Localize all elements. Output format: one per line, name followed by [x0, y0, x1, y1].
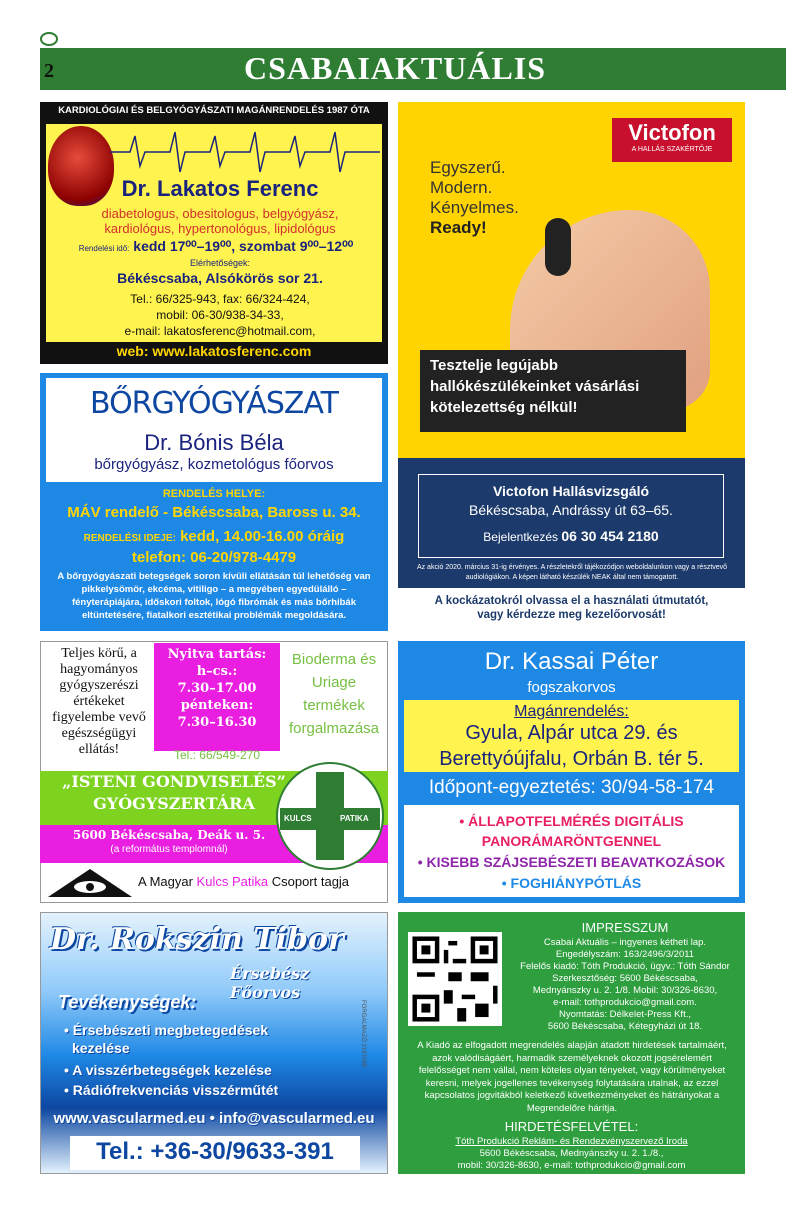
- ads-line: mobil: 30/326-8630, e-mail: tothprodukcio@gmail.com: [457, 1160, 686, 1171]
- newspaper-logo-icon: [40, 32, 58, 46]
- tag-post: Csoport tagja: [271, 874, 350, 889]
- impresszum-line: 5600 Békéscsaba, Kétegyházi út 18.: [547, 1021, 703, 1032]
- rokszin-spec: Érsebész Főorvos: [230, 964, 310, 1002]
- rokszin-activities-label: Tevékenységek:: [58, 992, 197, 1012]
- lakatos-name: Dr. Lakatos Ferenc: [121, 176, 319, 201]
- kassai-addr2: Berettyóújfalu, Orbán B. tér 5.: [439, 748, 704, 770]
- bonis-name: Dr. Bónis Béla: [144, 430, 284, 455]
- days2: pénteken:: [180, 698, 254, 713]
- victofon-address: Békéscsaba, Andrássy út 63–65.: [469, 502, 673, 518]
- page-number: 2: [44, 60, 54, 82]
- hours-label: Rendelési idő:: [78, 244, 130, 253]
- offer-line: Tesztelje legújabb: [430, 357, 559, 374]
- impresszum-line: Mednyánszky u. 2. 1/8. Mobil: 30/326-8630,: [532, 985, 718, 996]
- impresszum-line: e-mail: tothprodukcio@gmail.com.: [553, 997, 697, 1008]
- lakatos-mobil: mobil: 06-30/938-34-33,: [156, 308, 284, 322]
- victofon-small-print: Az akció 2020. március 31-ig érvényes. A részletekről tájékozódjon weboldalunkon vagy a résztvevő audiológiákon. A képen látható készülék NEAK által nem támogatott.: [416, 564, 728, 581]
- bonis-place-label: RENDELÉS HELYE:: [162, 488, 266, 500]
- slogan-line: Kényelmes.: [430, 198, 519, 217]
- lakatos-address: Békéscsaba, Alsókörös sor 21.: [117, 270, 323, 286]
- rokszin-item: kezelése: [72, 1040, 130, 1056]
- victofon-warning: [398, 594, 745, 624]
- lakatos-top-line: KARDIOLÓGIAI ÉS BELGYÓGYÁSZATI MAGÁNRENDELÉS 1987 ÓTA: [58, 105, 370, 116]
- eye-triangle-icon: [48, 868, 132, 898]
- kassai-service: • FOGHIÁNYPÓTLÁS: [501, 875, 642, 891]
- victofon-brand-sub: A HALLÁS SZAKÉRTŐJE: [631, 146, 713, 153]
- pharmacy-name1: „ISTENI GONDVISELÉS”: [62, 772, 286, 791]
- pharmacy-tagline: [138, 874, 384, 892]
- slogan-line: Egyszerű.: [430, 158, 506, 177]
- booking-label: Bejelentkezés: [483, 530, 559, 544]
- bonis-phone: telefon: 06-20/978-4479: [131, 549, 297, 566]
- pharmacy-address-note: (a református templomnál): [110, 844, 228, 855]
- booking-phone: 06 30 454 2180: [561, 528, 659, 544]
- tag-pre: A Magyar: [138, 874, 193, 889]
- tag-brand: Kulcs Patika: [196, 874, 269, 889]
- lakatos-web-link[interactable]: web: www.lakatosferenc.com: [116, 343, 312, 359]
- hearing-aid-icon: [545, 218, 571, 276]
- kassai-service: • ÁLLAPOTFELMÉRÉS DIGITÁLIS: [459, 813, 684, 829]
- kassai-appointment: Időpont-egyeztetés: 30/94-58-174: [428, 777, 715, 798]
- lakatos-tel: Tel.: 66/325-943, fax: 66/324-424,: [130, 292, 310, 306]
- kulcs-label: KULCS: [284, 814, 312, 823]
- qr-code-icon: [408, 932, 502, 1026]
- kassai-spec: fogszakorvos: [527, 679, 616, 696]
- rokszin-item: • Rádiófrekvenciás visszérműtét: [64, 1082, 279, 1098]
- newspaper-title: CSABAIAKTUÁLIS: [243, 50, 547, 86]
- hours1: 7.30–17.00: [177, 681, 257, 696]
- pharmacy-name: [44, 771, 304, 823]
- impresszum-line: Szerkesztőség: 5600 Békéscsaba,: [552, 973, 698, 984]
- victofon-center: Victofon Hallásvizsgáló: [492, 483, 650, 499]
- offer-line: hallókészülékeinket vásárlási: [430, 378, 640, 395]
- warning-line: A kockázatokról olvassa el a használati útmutatót,: [434, 595, 709, 607]
- slogan-line: Ready!: [430, 218, 487, 237]
- rokszin-web[interactable]: www.vascularmed.eu • info@vascularmed.eu: [53, 1110, 375, 1127]
- rokszin-tel: Tel.: +36-30/9633-391: [96, 1138, 334, 1165]
- kassai-addr1: Gyula, Alpár utca 29. és: [465, 722, 678, 744]
- opening-hours: [154, 646, 280, 746]
- rokszin-item: • A visszérbetegségek kezelése: [64, 1062, 272, 1078]
- kassai-service: PANORÁMARÖNTGENNEL: [481, 833, 662, 849]
- bonis-title: BŐRGYÓGYÁSZAT: [90, 386, 338, 421]
- ads-line: Tóth Produkció Reklám- és Rendezvényszervező Iroda: [455, 1136, 688, 1147]
- victofon-brand: Victofon: [628, 120, 716, 145]
- lakatos-hours: [50, 238, 382, 258]
- lakatos-reach-label: Elérhetőségek:: [189, 258, 251, 268]
- victofon-booking: [418, 528, 724, 546]
- impresszum-title: IMPRESSZUM: [581, 920, 669, 935]
- impresszum-line: Csabai Aktuális – ingyenes kétheti lap.: [543, 937, 707, 948]
- bonis-place: MÁV rendelő - Békéscsaba, Baross u. 34.: [67, 504, 361, 521]
- lakatos-spec2: kardiológus, hypertonológus, lipidológus: [104, 221, 336, 236]
- kassai-name: Dr. Kassai Péter: [484, 648, 659, 675]
- rokszin-item: • Érsebészeti megbetegedések: [64, 1022, 269, 1038]
- impresszum-line: Felelős kiadó: Tóth Produkció, ügyv.: Tóth Sándor: [520, 961, 730, 972]
- impresszum-line: Engedélyszám: 163/2496/3/2011: [555, 949, 695, 960]
- impresszum-line: Nyomtatás: Délkelet-Press Kft.,: [559, 1009, 691, 1020]
- rokszin-name: Dr. Rokszin Tibor: [50, 922, 344, 957]
- victofon-offer: [430, 355, 680, 429]
- lakatos-spec1: diabetologus, obesitologus, belgyógyász,: [101, 206, 339, 221]
- open-label: Nyitva tartás:: [167, 647, 267, 662]
- patika-label: PATIKA: [340, 814, 369, 823]
- bonis-time: kedd, 14.00-16.00 óráig: [180, 528, 345, 545]
- lakatos-email[interactable]: e-mail: lakatosferenc@hotmail.com,: [124, 324, 316, 338]
- hours-text: kedd 17⁰⁰–19⁰⁰, szombat 9⁰⁰–12⁰⁰: [133, 238, 354, 254]
- ads-title: HIRDETÉSFELVÉTEL:: [504, 1119, 639, 1134]
- bonis-description: A bőrgyógyászati betegségek soron kívüli ellátásán túl lehetőség van pikkelysömör, ekcéma, vitiligo – a megyében egyedülálló – fényterápiájára, időskori foltok, lógó fibrómák és más bőrhibák eltüntetésére, fiatalkori esztétikai problémák megoldására.: [57, 571, 371, 621]
- warning-line: vagy kérdezze meg kezelőorvosát!: [477, 609, 666, 621]
- pharmacy-name2: GYÓGYSZERTÁRA: [93, 794, 255, 813]
- days1: h–cs.:: [196, 664, 238, 679]
- pharmacy-address: 5600 Békéscsaba, Deák u. 5.: [72, 828, 266, 842]
- kassai-private-label: Magánrendelés:: [514, 703, 629, 720]
- offer-line: kötelezettség nélkül!: [430, 399, 578, 416]
- pharmacy-tel: Tel.: 66/549-270: [173, 748, 261, 762]
- kassai-service: • KISEBB SZÁJSEBÉSZETI BEAVATKOZÁSOK: [417, 854, 726, 870]
- pharmacy-intro: Teljes körű, a hagyományos gyógyszerészi értékeket figyelembe vevő egészségügyi ellátás!: [52, 646, 146, 757]
- rokszin-code: FORGALMAZÓ 2167085: [360, 1000, 366, 1068]
- bonis-spec: bőrgyógyász, kozmetológus főorvos: [94, 456, 334, 473]
- impresszum-body: A Kiadó az elfogadott megrendelés alapján átadott hirdetések tartalmáért, azok valódiságáért, harmadik személyeknek okozott jogsérelemért felelősséget nem vállal, nem köteles olyan tényeket, vagy körülményeket keresni, melyek jogellenes tevékenység folytatására utalnak, az ezzel kapcsolatos jogvitákból keletkező következményeket és hátrányokat a Megrendelőre hárítja.: [417, 1040, 727, 1114]
- bonis-time-label: RENDELÉSI IDEJE:: [83, 533, 176, 544]
- bonis-time-row: [46, 528, 382, 548]
- ekg-line-icon: [110, 126, 380, 178]
- slogan-line: Modern.: [430, 178, 493, 197]
- pharmacy-products: Bioderma és Uriage termékek forgalmazása: [288, 651, 380, 737]
- ads-line: 5600 Békéscsaba, Mednyánszky u. 2. 1./8.,: [479, 1148, 664, 1159]
- hours2: 7.30–16.30: [177, 715, 257, 730]
